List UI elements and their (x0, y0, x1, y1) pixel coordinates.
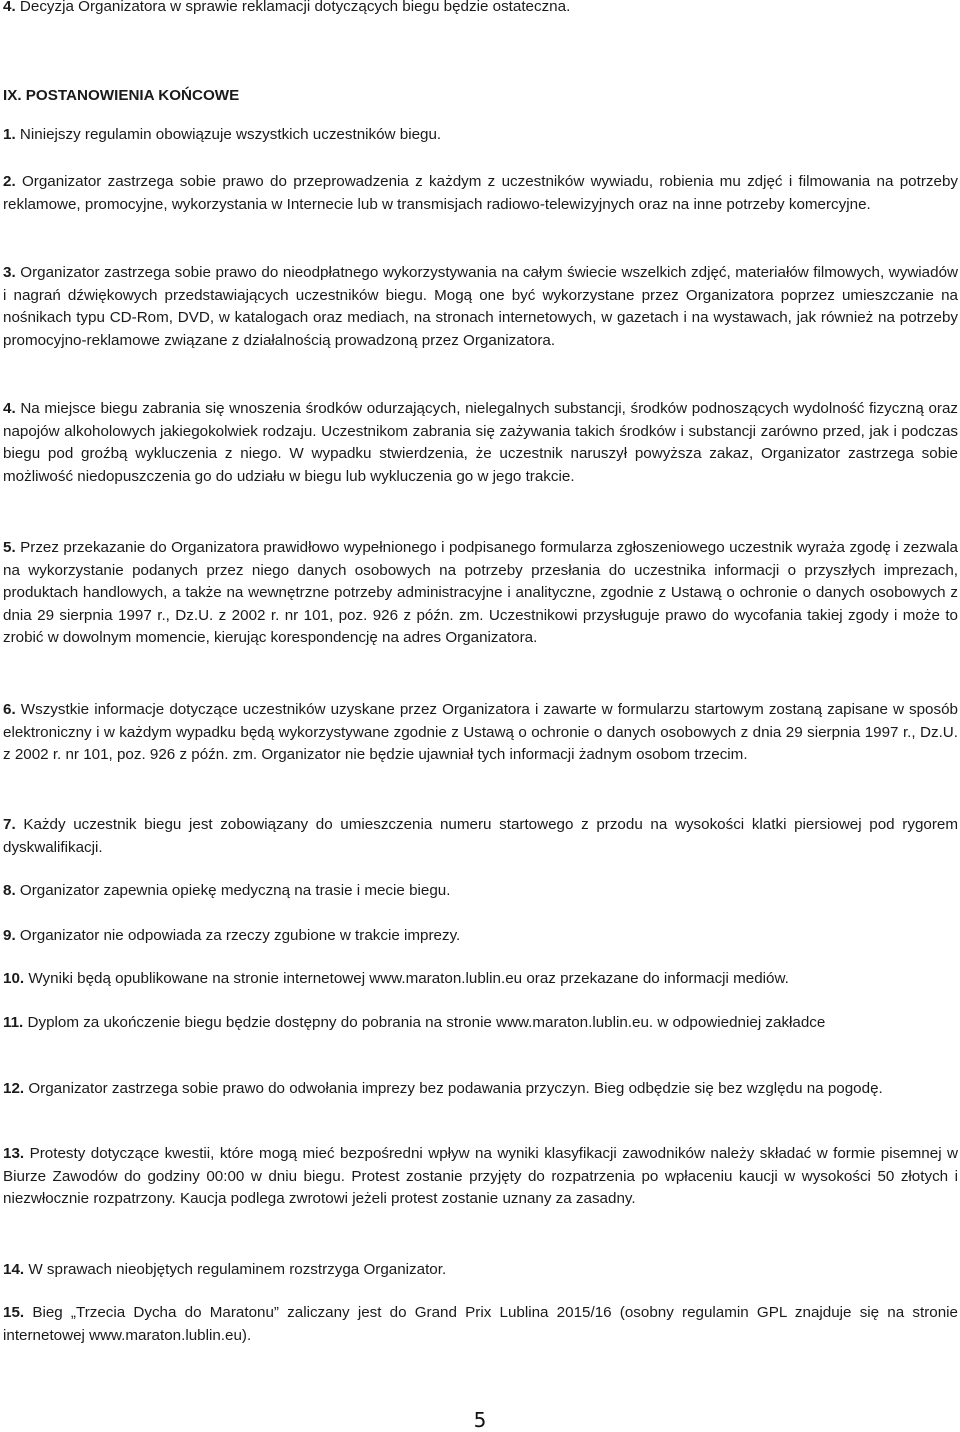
list-item-9 (3, 925, 958, 948)
item-number: 4. (3, 0, 16, 15)
list-item-15 (3, 1302, 958, 1347)
list-item-12 (3, 1078, 958, 1101)
list-item-7 (3, 814, 958, 859)
item-text: Na miejsce biegu zabrania się wnoszenia środków odurzających, nielegalnych substancji, środków podnoszących wydolność fizyczną oraz napojów alkoholowych jakiegokolwiek rodzaju. Uczestnikom zabrania się zażywania takich środków i substancji zarówno przed, jak i podczas biegu pod groźbą wykluczenia z niego. W wypadku stwierdzenia, że uczestnik naruszył powyższa zakaz, Organizator zastrzega sobie możliwość niedopuszczenia go do udziału w biegu lub wykluczenia go w jego trakcie. (3, 400, 958, 485)
list-item-6 (3, 699, 958, 767)
item-number: 11. (3, 1014, 24, 1031)
list-item-14 (3, 1259, 958, 1282)
item-text: Organizator zastrzega sobie prawo do odwołania imprezy bez podawania przyczyn. Bieg odbędzie się bez względu na pogodę. (28, 1080, 883, 1097)
list-item-1 (3, 124, 958, 147)
item-number: 12. (3, 1080, 25, 1097)
page-number: 5 (473, 1408, 487, 1432)
item-text: Niniejszy regulamin obowiązuje wszystkich uczestników biegu. (19, 126, 442, 143)
item-number: 13. (3, 1145, 25, 1162)
intro-item (3, 0, 958, 19)
item-number: 3. (3, 264, 16, 281)
item-number: 1. (3, 126, 16, 143)
item-text: Organizator nie odpowiada za rzeczy zgubione w trakcie imprezy. (19, 927, 461, 944)
item-text: W sprawach nieobjętych regulaminem rozstrzyga Organizator. (28, 1261, 447, 1278)
list-item-2 (3, 171, 958, 216)
item-number: 2. (3, 173, 16, 190)
item-text: Decyzja Organizatora w sprawie reklamacji dotyczących biegu będzie ostateczna. (19, 0, 571, 15)
item-number: 6. (3, 701, 16, 718)
list-item-10 (3, 968, 958, 991)
list-item-11 (3, 1012, 958, 1035)
item-text: Bieg „Trzecia Dycha do Maratonu” zaliczany jest do Grand Prix Lublina 2015/16 (osobny regulamin GPL znajduje się na stronie internetowej www.maraton.lublin.eu). (3, 1304, 958, 1344)
list-item-4 (3, 398, 958, 488)
item-number: 9. (3, 927, 16, 944)
item-number: 7. (3, 816, 16, 833)
list-item-13 (3, 1143, 958, 1211)
item-number: 10. (3, 970, 25, 987)
item-number: 14. (3, 1261, 25, 1278)
list-item-3 (3, 262, 958, 352)
item-number: 15. (3, 1304, 25, 1321)
item-text: Każdy uczestnik biegu jest zobowiązany do umieszczenia numeru startowego z przodu na wysokości klatki piersiowej pod rygorem dyskwalifikacji. (3, 816, 958, 856)
list-item-8 (3, 880, 958, 903)
section-heading: IX. POSTANOWIENIA KOŃCOWE (3, 87, 240, 104)
item-text: Dyplom za ukończenie biegu będzie dostępny do pobrania na stronie www.maraton.lublin.eu. w odpowiedniej zakładce (27, 1014, 826, 1031)
item-text: Wyniki będą opublikowane na stronie internetowej www.maraton.lublin.eu oraz przekazane do informacji mediów. (28, 970, 789, 987)
item-number: 4. (3, 400, 16, 417)
item-text: Przez przekazanie do Organizatora prawidłowo wypełnionego i podpisanego formularza zgłoszeniowego uczestnik wyraża zgodę i zezwala na wykorzystanie podanych przez niego danych osobowych na potrzeby przesłania do uczestnika informacji o przyszłych imprezach, produktach handlowych, a także na wewnętrzne potrzeby administracyjne i analityczne, zgodnie z Ustawą o ochronie o danych osobowych z dnia 29 sierpnia 1997 r., Dz.U. z 2002 r. nr 101, poz. 926 z późn. zm. Uczestnikowi przysługuje prawo do wycofania takiej zgody i może to zrobić w dowolnym momencie, kierując korespondencję na adres Organizatora. (3, 539, 958, 647)
item-number: 5. (3, 539, 16, 556)
item-text: Organizator zastrzega sobie prawo do przeprowadzenia z każdym z uczestników wywiadu, robienia mu zdjęć i filmowania na potrzeby reklamowe, promocyjne, wykorzystania w Internecie lub w transmisjach radiowo-telewizyjnych oraz na inne potrzeby komercyjne. (3, 173, 958, 213)
item-text: Organizator zastrzega sobie prawo do nieodpłatnego wykorzystywania na całym świecie wszelkich zdjęć, materiałów filmowych, wywiadów i nagrań dźwiękowych przedstawiających uczestników biegu. Mogą one być wykorzystane przez Organizatora poprzez umieszczanie na nośnikach typu CD-Rom, DVD, w katalogach oraz mediach, na stronach internetowych, w gazetach i na wystawach, jak również na potrzeby promocyjno-reklamowe związane z działalnością prowadzoną przez Organizatora. (3, 264, 958, 349)
item-text: Wszystkie informacje dotyczące uczestników uzyskane przez Organizatora i zawarte w formularzu startowym zostaną zapisane w sposób elektroniczny i w każdym wypadku będą wykorzystywane zgodnie z Ustawą o ochronie o danych osobowych z dnia 29 sierpnia 1997 r., Dz.U. z 2002 r. nr 101, poz. 926 z późn. zm. Organizator nie będzie ujawniał tych informacji żadnym osobom trzecim. (3, 701, 958, 764)
item-text: Organizator zapewnia opiekę medyczną na trasie i mecie biegu. (19, 882, 451, 899)
list-item-5 (3, 537, 958, 650)
item-number: 8. (3, 882, 16, 899)
item-text: Protesty dotyczące kwestii, które mogą mieć bezpośredni wpływ na wyniki klasyfikacji zawodników należy składać w formie pisemnej w Biurze Zawodów do godziny 00:00 w dniu biegu. Protest zostanie przyjęty do rozpatrzenia po wpłaceniu kaucji w wysokości 50 złotych i niezwłocznie rozpatrzony. Kaucja podlega zwrotowi jeżeli protest zostanie uznany za zasadny. (3, 1145, 958, 1208)
